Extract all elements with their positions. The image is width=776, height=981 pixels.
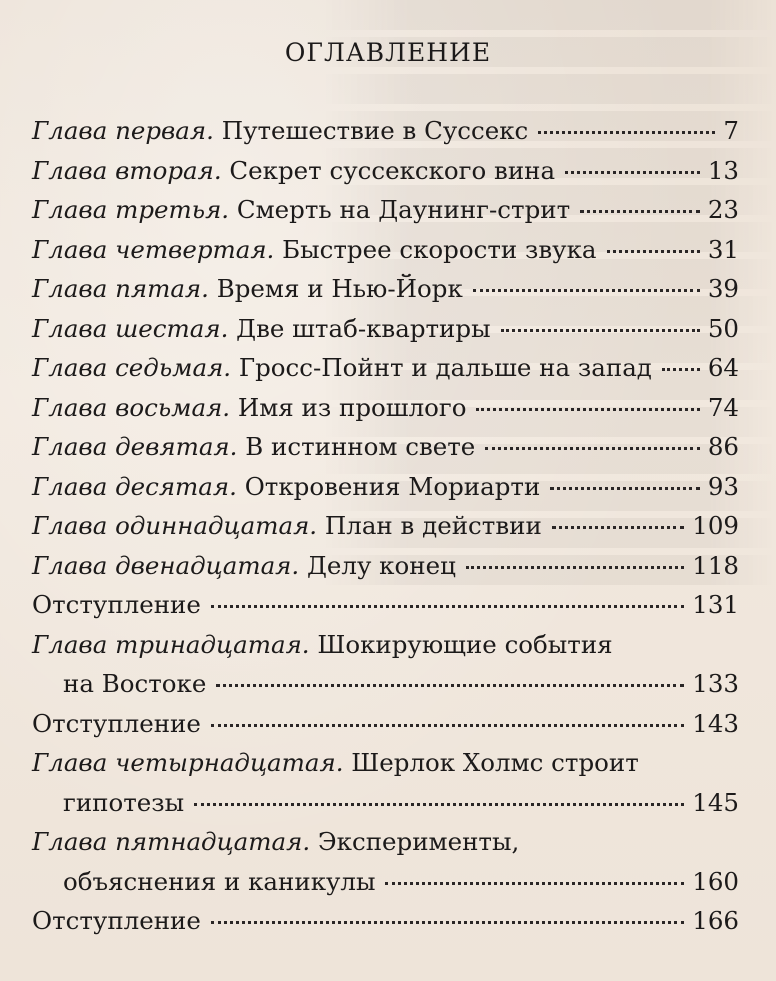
chapter-number: Глава четвертая. <box>32 234 275 264</box>
toc-entry <box>32 348 739 388</box>
leader-dots <box>552 526 684 529</box>
page-number: 166 <box>692 906 739 935</box>
chapter-number: Глава пятая. <box>32 274 209 303</box>
toc-entry <box>32 309 739 349</box>
page-number: 109 <box>692 511 739 540</box>
chapter-title: гипотезы <box>63 787 185 817</box>
chapter-title: Отступление <box>32 906 201 935</box>
leader-dots <box>550 487 700 490</box>
toc-entry <box>32 704 739 744</box>
toc-entry <box>32 111 739 151</box>
chapter-number: Глава пятнадцатая. <box>32 827 311 856</box>
page-number: 50 <box>707 313 739 343</box>
leader-dots <box>607 250 700 253</box>
table-of-contents <box>32 111 739 941</box>
toc-entry <box>32 546 739 586</box>
chapter-title: Эксперименты, <box>310 827 520 856</box>
page-number: 7 <box>723 116 739 145</box>
chapter-number: Глава седьмая. <box>32 353 232 382</box>
toc-entry <box>32 625 739 665</box>
chapter-number: Глава девятая. <box>32 432 238 461</box>
page-number: 118 <box>692 550 739 580</box>
toc-entry <box>32 467 739 507</box>
chapter-title: Делу конец <box>299 550 456 580</box>
chapter-number: Глава двенадцатая. <box>32 550 300 580</box>
leader-dots <box>501 329 700 332</box>
leader-dots <box>466 566 684 569</box>
page-number: 160 <box>692 866 739 896</box>
chapter-number: Глава первая. <box>32 116 214 145</box>
chapter-title: Гросс-Пойнт и дальше на запад <box>231 353 652 382</box>
toc-entry <box>32 151 739 191</box>
page-number: 74 <box>707 392 739 422</box>
chapter-title: Отступление <box>32 708 201 738</box>
leader-dots <box>538 131 715 134</box>
toc-entry <box>32 388 739 428</box>
leader-dots <box>211 605 684 608</box>
leader-dots <box>485 447 700 450</box>
page-title: ОГЛАВЛЕНИЕ <box>284 38 492 67</box>
page-number: 23 <box>707 195 739 224</box>
chapter-number: Глава тринадцатая. <box>32 629 310 659</box>
toc-entry-continuation <box>32 664 739 704</box>
leader-dots <box>211 921 684 924</box>
page-number: 133 <box>692 669 739 698</box>
toc-entry <box>32 822 739 862</box>
toc-entry <box>32 269 739 309</box>
leader-dots <box>385 882 684 885</box>
leader-dots <box>565 171 700 174</box>
leader-dots <box>476 408 699 411</box>
chapter-title: Быстрее скорости звука <box>274 234 597 264</box>
chapter-title: Время и Нью-Йорк <box>208 274 463 303</box>
leader-dots <box>473 289 700 292</box>
chapter-title: Смерть на Даунинг-стрит <box>229 195 571 224</box>
toc-entry <box>32 506 739 546</box>
chapter-number: Глава шестая. <box>32 313 229 343</box>
toc-entry-continuation <box>32 783 739 823</box>
chapter-title: Путешествие в Суссекс <box>213 116 529 145</box>
chapter-number: Глава одиннадцатая. <box>32 511 318 540</box>
toc-entry <box>32 585 739 625</box>
chapter-title: Шокирующие события <box>309 629 613 659</box>
page-number: 64 <box>707 353 739 382</box>
chapter-title: План в действии <box>317 511 542 540</box>
toc-entry <box>32 427 739 467</box>
chapter-title: объяснения и каникулы <box>63 866 376 896</box>
leader-dots <box>216 684 684 687</box>
page-number: 31 <box>707 234 739 264</box>
toc-entry <box>32 190 739 230</box>
leader-dots <box>211 724 684 727</box>
chapter-title: Две штаб-квартиры <box>228 313 491 343</box>
page-number: 145 <box>692 787 739 817</box>
chapter-title: В истинном свете <box>237 432 476 461</box>
page-number: 86 <box>707 432 739 461</box>
chapter-title: Откровения Мориарти <box>236 471 541 501</box>
chapter-title: Шерлок Холмс строит <box>343 748 639 777</box>
chapter-title: Секрет суссекского вина <box>221 155 556 185</box>
leader-dots <box>580 210 700 213</box>
page-number: 39 <box>707 274 739 303</box>
page-number: 93 <box>707 471 739 501</box>
chapter-title: Отступление <box>32 590 201 619</box>
page-number: 143 <box>692 708 739 738</box>
chapter-title: Имя из прошлого <box>230 392 467 422</box>
toc-entry <box>32 901 739 941</box>
chapter-number: Глава третья. <box>32 195 230 224</box>
chapter-number: Глава десятая. <box>32 471 237 501</box>
toc-entry <box>32 743 739 783</box>
chapter-number: Глава вторая. <box>32 155 222 185</box>
toc-entry <box>32 230 739 270</box>
chapter-number: Глава четырнадцатая. <box>32 748 344 777</box>
page-number: 13 <box>707 155 739 185</box>
chapter-number: Глава восьмая. <box>32 392 231 422</box>
leader-dots <box>662 368 700 371</box>
page-number: 131 <box>692 590 739 619</box>
toc-entry-continuation <box>32 862 739 902</box>
chapter-title: на Востоке <box>63 669 207 698</box>
leader-dots <box>194 803 684 806</box>
